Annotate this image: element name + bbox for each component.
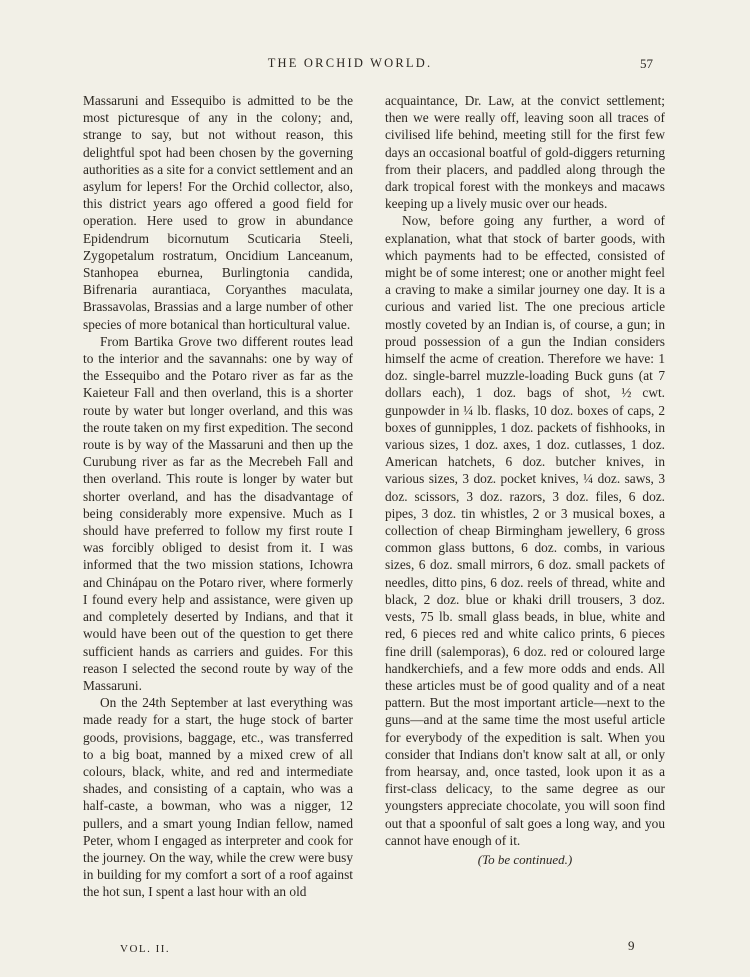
right-paragraph-2: Now, before going any further, a word of explanation, what that stock of barter goods, with which payments had to be effected, consisted of might be of some interest; one or another might feel a craving to make a similar journey one day. It is a curious and varied list. The one precious article mostly coveted by an Indian is, of course, a gun; in proud possession of a gun the Indian considers himself the acme of creation. Therefore we have: 1 doz. single-barrel muzzle-loading Buck guns (at 7 dollars each), 1 doz. bags of shot, ½ cwt. gunpowder in ¼ lb. flasks, 10 doz. boxes of caps, 2 boxes of gunnipples, 1 doz. packets of fishhooks, in various sizes, 1 doz. axes, 1 doz. cutlasses, 1 doz. American hatchets, 6 doz. butcher knives, in various sizes, 3 doz. pocket knives, ¼ doz. saws, 3 doz. scissors, 3 doz. razors, 3 doz. files, 6 doz. pipes, 3 doz. tin whistles, 2 or 3 musical boxes, a collection of cheap Birmingham jewellery, 6 gross common glass buttons, 6 doz. combs, in various sizes, 6 doz. small mirrors, 6 doz. small packets of needles, ditto pins, 6 doz. reels of thread, white and black, 2 doz. blue or khaki drill trousers, 3 doz. vests, 75 lb. small glass beads, in blue, white and red, 6 pieces red and white calico prints, 6 pieces fine drill (salemporas), 6 doz. red or coloured large handkerchiefs, and a few more odds and ends. All these articles must be of good quality and of a neat pattern. But the most important article—next to the guns—and at the same time the most useful article for everybody of the expedition is salt. When you consider that Indians don't know salt at all, or only from hearsay, and, once tasted, look upon it as a first-class delicacy, to the same degree as our youngsters appreciate chocolate, you will soon find out that a spoonful of salt goes a long way, and you cannot have enough of it. [385, 213, 665, 848]
volume-label: VOL. II. [120, 943, 171, 955]
page-number: 57 [640, 56, 653, 71]
left-paragraph-2: From Bartika Grove two different routes lead to the interior and the savannahs: one by way of the Essequibo and the Potaro river as far as the Kaieteur Fall and then overland, this is a shorter route by water but longer overland, and this was the route taken on my first expedition. The second route is by way of the Massaruni and then up the Curubung river as far as the Mecrebeh Fall and then overland. This route is longer by water but shorter overland, and has the disadvantage of being considerably more expensive. Much as I should have preferred to follow my first route I was forcibly obliged to desist from it. I was informed that the two mission stations, Ichowra and Chinápau on the Potaro river, where formerly I found every help and assistance, were given up and completely deserted by Indians, and that it would have been out of the question to get there sufficient hands as carriers and guides. For this reason I selected the second route by way of the Massaruni. [83, 333, 353, 693]
running-title: THE ORCHID WORLD. [267, 56, 433, 70]
left-paragraph-3: On the 24th September at last everything was made ready for a start, the huge stock of barter goods, provisions, baggage, etc., was transferred to a big boat, manned by a mixed crew of all colours, black, white, and red and intermediate shades, and consisting of a captain, who was a half-caste, a bowman, who was a nigger, 12 pullers, and a smart young Indian fellow, named Peter, whom I engaged as interpreter and cook for the journey. On the way, while the crew were busy in building for my comfort a sort of a roof against the hot sun, I spent a last hour with an old [83, 695, 353, 900]
right-column [385, 92, 665, 868]
signature-mark: 9 [628, 938, 635, 953]
left-paragraph-1: Massaruni and Essequibo is admitted to be the most picturesque of any in the colony; and, strange to say, but not without reason, this delightful spot had been chosen by the governing authorities as a site for a convict settlement and an asylum for lepers! For the Orchid collector, also, this district years ago offered a good field for operation. Here used to grow in abundance Epidendrum bicornutum Scuticaria Steeli, Zygopetalum rostratum, Oncidium Lanceanum, Stanhopea eburnea, Burlingtonia candida, Bifrenaria aurantiaca, Coryanthes maculata, Brassavolas, Brassias and a large number of other species of more botanical than horticultural value. [83, 93, 353, 332]
right-paragraph-1: acquaintance, Dr. Law, at the convict settlement; then we were really off, leaving soon all traces of civilised life behind, meeting still for the first few days an occasional boatful of gold-diggers returning from their placers, and paddled along through the dark tropical forest with the monkeys and macaws keeping up a lively music over our heads. [385, 93, 665, 212]
continued-note: (To be continued.) [477, 851, 573, 867]
left-column [83, 92, 353, 901]
